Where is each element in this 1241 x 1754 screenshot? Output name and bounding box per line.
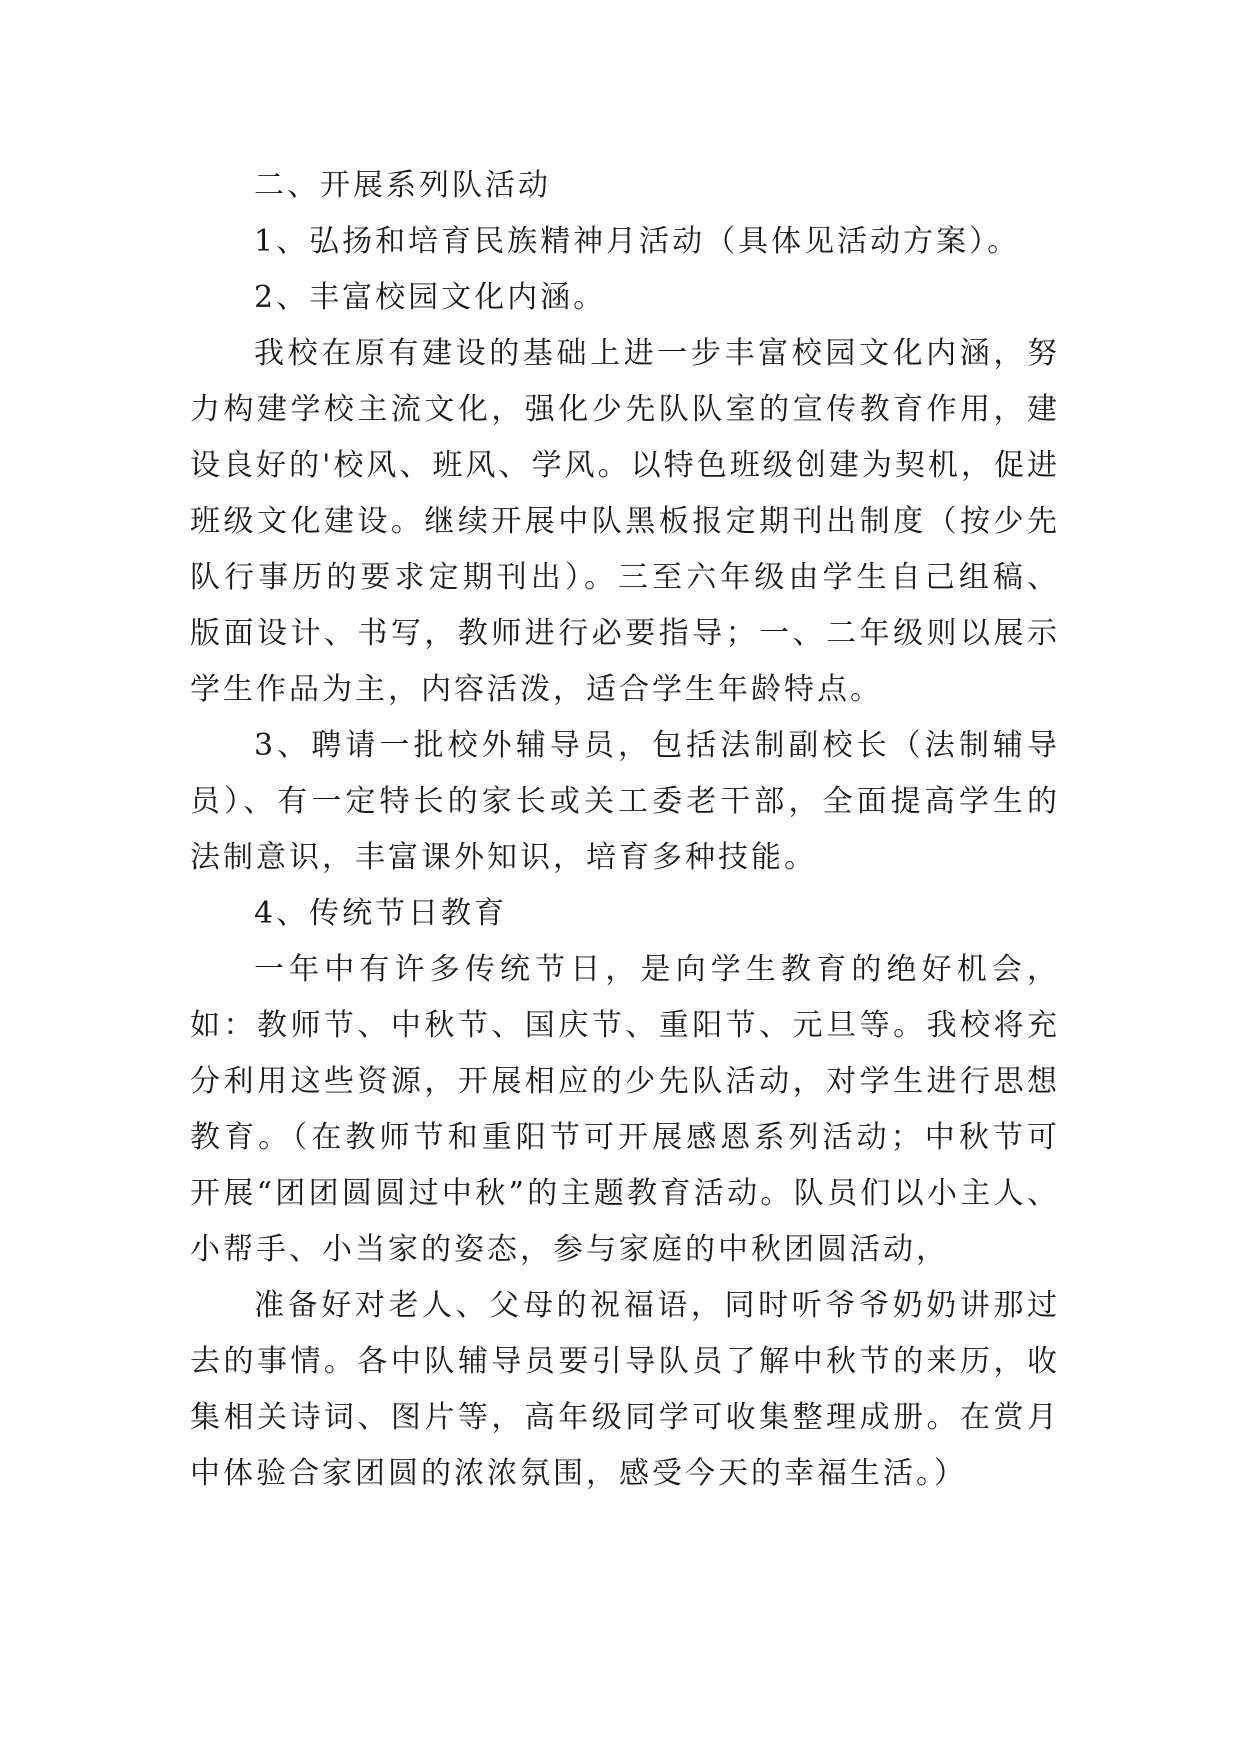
body-paragraph: 我校在原有建设的基础上进一步丰富校园文化内涵，努力构建学校主流文化，强化少先队队室的宣传教育作用，建设良好的'校风、班风、学风。以特色班级创建为契机，促进班级文化建设。继续开展中队黑板报定期刊出制度（按少先队行事历的要求定期刊出）。三至六年级由学生自己组稿、版面设计、书写，教师进行必要指导；一、二年级则以展示学生作品为主，内容活泼，适合学生年龄特点。 — [190, 336, 1060, 707]
list-item: 1、弘扬和培育民族精神月活动（具体见活动方案）。 — [254, 224, 1021, 259]
body-paragraph: 准备好对老人、父母的祝福语，同时听爷爷奶奶讲那过去的事情。各中队辅导员要引导队员了解中秋节的来历，收集相关诗词、图片等，高年级同学可收集整理成册。在赏月中体验合家团圆的浓浓氛围，感受今天的幸福生活。） — [190, 1288, 1060, 1491]
list-item: 3、聘请一批校外辅导员，包括法制副校长（法制辅导员）、有一定特长的家长或关工委老干部，全面提高学生的法制意识，丰富课外知识，培育多种技能。 — [190, 728, 1060, 875]
body-paragraph: 一年中有许多传统节日，是向学生教育的绝好机会，如：教师节、中秋节、国庆节、重阳节、元旦等。我校将充分利用这些资源，开展相应的少先队活动，对学生进行思想教育。（在教师节和重阳节可开展感恩系列活动；中秋节可开展“团团圆圆过中秋”的主题教育活动。队员们以小主人、小帮手、小当家的姿态，参与家庭的中秋团圆活动， — [190, 952, 1060, 1267]
list-item: 2、丰富校园文化内涵。 — [254, 280, 607, 315]
document-body — [190, 158, 1060, 1502]
list-item: 4、传统节日教育 — [254, 896, 508, 931]
section-heading: 二、开展系列队活动 — [254, 168, 551, 203]
